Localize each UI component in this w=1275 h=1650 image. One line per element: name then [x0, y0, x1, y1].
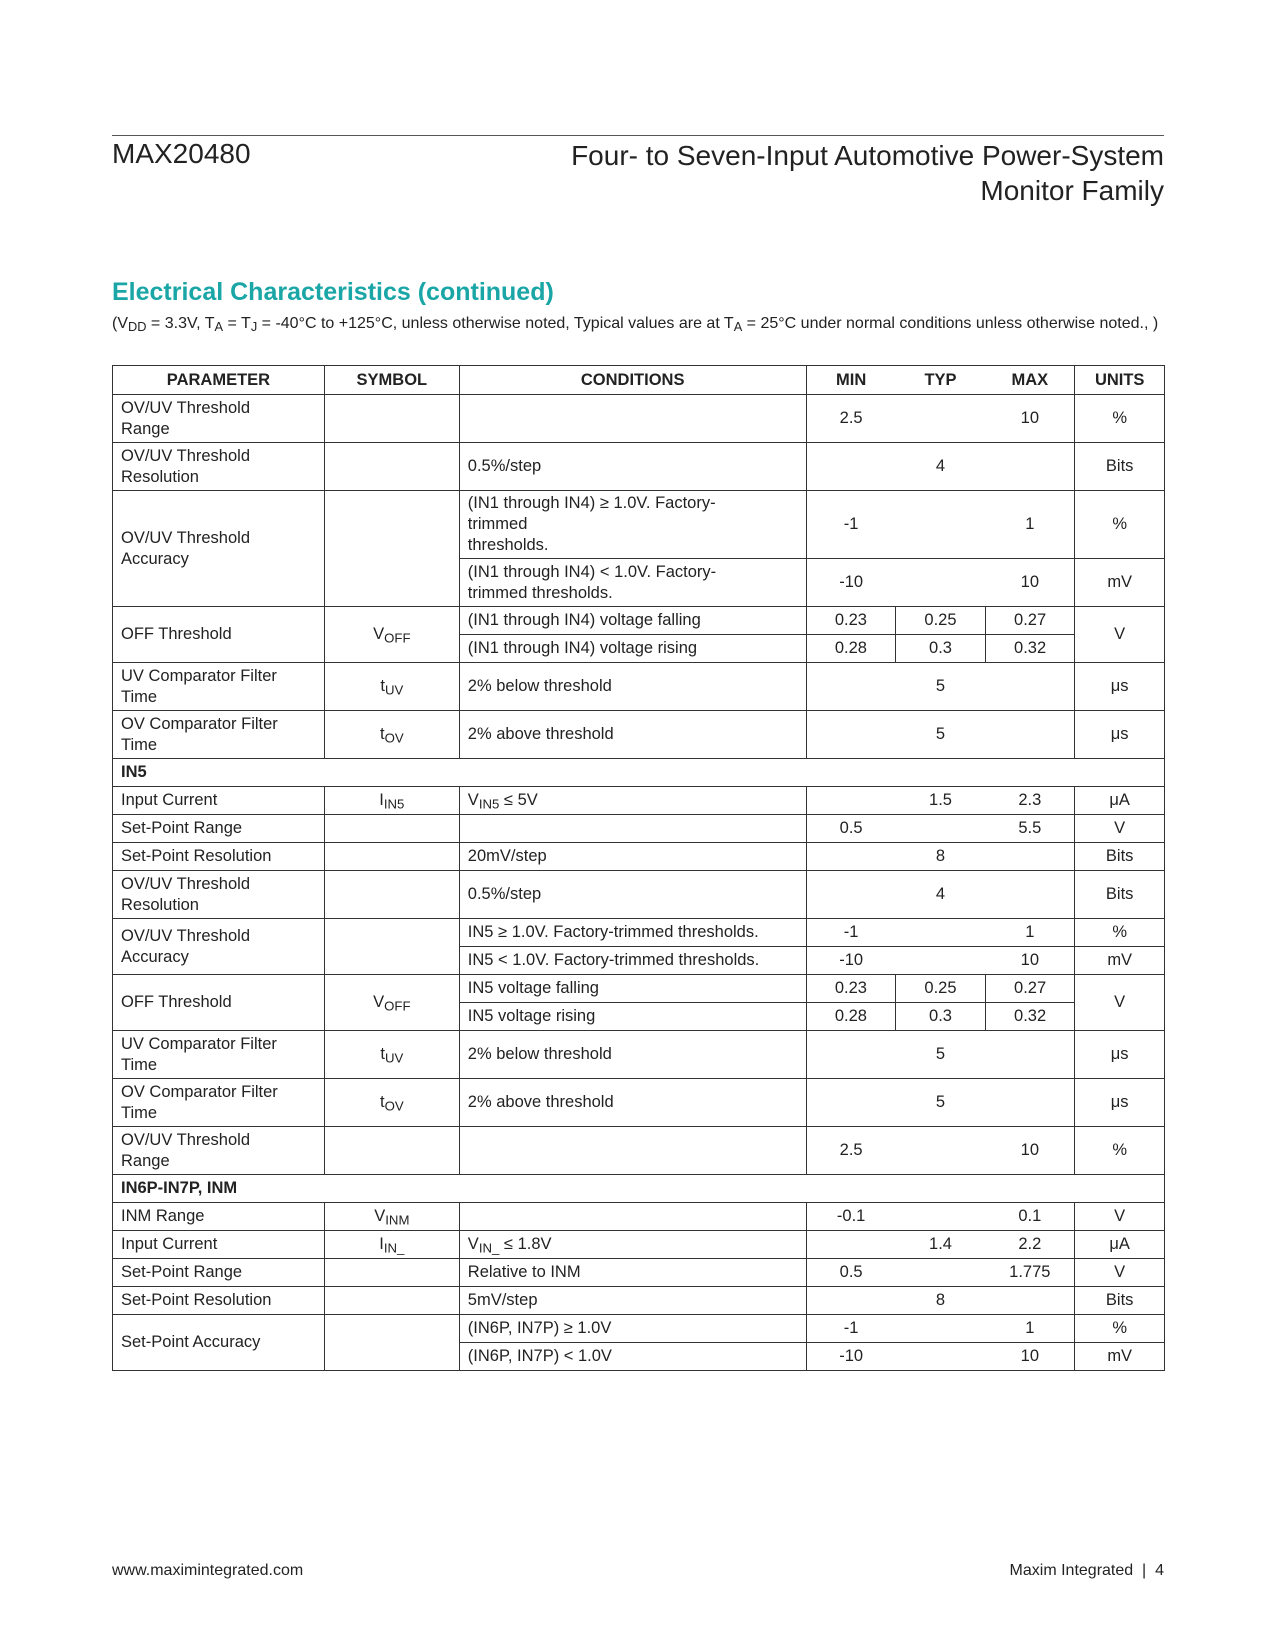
col-header-min: MIN: [806, 366, 896, 395]
max-cell: 10: [985, 395, 1075, 443]
typ-cell: [896, 919, 986, 947]
max-cell: [985, 443, 1075, 491]
conditions-cell: [459, 491, 806, 559]
max-cell: 1: [985, 1315, 1075, 1343]
param-cell: Set-Point Accuracy: [113, 1315, 325, 1371]
conditions-cell: (IN1 through IN4) voltage rising: [459, 635, 806, 663]
cond-sub: IN_: [478, 1240, 500, 1256]
min-cell: 0.28: [806, 1003, 896, 1031]
table-row: [113, 395, 1165, 443]
max-cell: [985, 1031, 1075, 1079]
units-cell: V: [1075, 607, 1165, 663]
max-cell: 0.32: [985, 1003, 1075, 1031]
cond-text: ≤ 1.8V: [499, 1235, 552, 1253]
table-row: [113, 1287, 1165, 1315]
min-cell: 0.5: [806, 1259, 896, 1287]
units-cell: Bits: [1075, 871, 1165, 919]
footer-separator: |: [1142, 1562, 1147, 1579]
table-row: [113, 491, 1165, 559]
typ-cell: [896, 1343, 986, 1371]
col-header-typ: TYP: [896, 366, 986, 395]
min-cell: -10: [806, 1343, 896, 1371]
document-title: [571, 138, 1164, 208]
cond-sub: DD: [128, 319, 147, 335]
units-cell: μA: [1075, 1231, 1165, 1259]
conditions-cell: [459, 395, 806, 443]
symbol-text: V: [373, 993, 385, 1011]
footer-url-link[interactable]: www.maximintegrated.com: [112, 1562, 304, 1579]
conditions-cell: IN5 voltage falling: [459, 975, 806, 1003]
param-line: OV/UV Threshold: [121, 926, 251, 945]
param-cell: [113, 491, 325, 607]
param-line: OV/UV Threshold: [121, 528, 251, 547]
table-row: [113, 1031, 1165, 1079]
typ-cell: 5: [896, 711, 986, 759]
param-line: OV/UV Threshold: [121, 398, 251, 417]
symbol-sub: INM: [385, 1212, 410, 1228]
table-row: [113, 815, 1165, 843]
typ-cell: [896, 1203, 986, 1231]
cond-sub: A: [214, 319, 224, 335]
max-cell: 2.2: [985, 1231, 1075, 1259]
table-row: [113, 919, 1165, 947]
conditions-cell: 20mV/step: [459, 843, 806, 871]
test-conditions: [112, 313, 1164, 334]
param-cell: [113, 1079, 325, 1127]
max-cell: 2.3: [985, 787, 1075, 815]
min-cell: -10: [806, 947, 896, 975]
conditions-cell: [459, 1127, 806, 1175]
param-cell: Input Current: [113, 1231, 325, 1259]
min-cell: 0.28: [806, 635, 896, 663]
param-line: Accuracy: [121, 549, 189, 568]
param-line: UV Comparator Filter: [121, 1034, 277, 1053]
symbol-sub: UV: [384, 1050, 404, 1066]
min-cell: [806, 1079, 896, 1127]
symbol-cell: [324, 711, 459, 759]
conditions-cell: 0.5%/step: [459, 443, 806, 491]
typ-cell: [896, 815, 986, 843]
symbol-sub: UV: [384, 682, 404, 698]
min-cell: 2.5: [806, 395, 896, 443]
table-row: [113, 711, 1165, 759]
header-rule: [112, 135, 1164, 136]
symbol-cell: [324, 607, 459, 663]
part-number: MAX20480: [112, 138, 251, 169]
footer-page-info: [1010, 1562, 1164, 1580]
min-cell: -1: [806, 919, 896, 947]
table-header-row: [113, 366, 1165, 395]
max-cell: 1: [985, 919, 1075, 947]
param-cell: [113, 919, 325, 975]
cond-line: trimmed thresholds.: [467, 583, 613, 602]
units-cell: %: [1075, 491, 1165, 559]
symbol-cell: [324, 815, 459, 843]
param-cell: [113, 443, 325, 491]
col-header-conditions: CONDITIONS: [459, 366, 806, 395]
table-row: [113, 607, 1165, 635]
param-line: Time: [121, 1055, 158, 1074]
min-cell: [806, 443, 896, 491]
cond-sub: A: [733, 319, 743, 335]
typ-cell: 0.25: [896, 975, 986, 1003]
symbol-text: I: [379, 1235, 384, 1253]
conditions-cell: 2% above threshold: [459, 1079, 806, 1127]
param-line: OV/UV Threshold: [121, 874, 251, 893]
cond-text: = T: [223, 315, 251, 332]
symbol-cell: [324, 491, 459, 607]
cond-text: V: [467, 791, 479, 809]
symbol-cell: [324, 1203, 459, 1231]
conditions-cell: (IN6P, IN7P) ≥ 1.0V: [459, 1315, 806, 1343]
document-title-line1: Four- to Seven-Input Automotive Power-System: [571, 140, 1164, 171]
symbol-cell: [324, 663, 459, 711]
typ-cell: 4: [896, 443, 986, 491]
typ-cell: [896, 559, 986, 607]
symbol-text: t: [380, 1045, 385, 1063]
symbol-text: t: [380, 677, 385, 695]
max-cell: 10: [985, 559, 1075, 607]
symbol-cell: [324, 1231, 459, 1259]
table-row: [113, 1127, 1165, 1175]
units-cell: %: [1075, 1315, 1165, 1343]
param-cell: INM Range: [113, 1203, 325, 1231]
conditions-cell: 2% below threshold: [459, 663, 806, 711]
conditions-cell: 2% above threshold: [459, 711, 806, 759]
min-cell: -10: [806, 559, 896, 607]
min-cell: 0.23: [806, 607, 896, 635]
conditions-cell: (IN6P, IN7P) < 1.0V: [459, 1343, 806, 1371]
conditions-cell: IN5 < 1.0V. Factory-trimmed thresholds.: [459, 947, 806, 975]
units-cell: %: [1075, 1127, 1165, 1175]
units-cell: Bits: [1075, 843, 1165, 871]
table-row: [113, 871, 1165, 919]
conditions-cell: [459, 787, 806, 815]
units-cell: mV: [1075, 1343, 1165, 1371]
min-cell: -1: [806, 1315, 896, 1343]
typ-cell: 0.3: [896, 1003, 986, 1031]
max-cell: [985, 843, 1075, 871]
param-cell: Set-Point Resolution: [113, 843, 325, 871]
typ-cell: [896, 1315, 986, 1343]
cond-line: (IN1 through IN4) ≥ 1.0V. Factory-: [467, 494, 716, 512]
table-row: [113, 1079, 1165, 1127]
param-line: Range: [121, 1151, 170, 1170]
units-cell: mV: [1075, 947, 1165, 975]
cond-text: ≤ 5V: [499, 791, 538, 809]
max-cell: [985, 1287, 1075, 1315]
max-cell: 5.5: [985, 815, 1075, 843]
conditions-cell: 2% below threshold: [459, 1031, 806, 1079]
param-cell: OFF Threshold: [113, 975, 325, 1031]
max-cell: 1: [985, 491, 1075, 559]
cond-text: = -40°C to +125°C, unless otherwise noted, Typical values are at T: [257, 315, 734, 332]
param-line: OV Comparator Filter: [121, 1082, 278, 1101]
param-line: Time: [121, 687, 158, 706]
symbol-sub: OFF: [384, 998, 411, 1014]
min-cell: [806, 871, 896, 919]
section-label: IN5: [113, 759, 1165, 787]
symbol-sub: OFF: [384, 630, 411, 646]
conditions-cell: 0.5%/step: [459, 871, 806, 919]
typ-cell: 8: [896, 843, 986, 871]
section-row-in6p-in7p: [113, 1175, 1165, 1203]
cond-line: thresholds.: [467, 536, 549, 554]
param-cell: OFF Threshold: [113, 607, 325, 663]
units-cell: μs: [1075, 663, 1165, 711]
max-cell: 0.27: [985, 975, 1075, 1003]
min-cell: [806, 1231, 896, 1259]
param-line: Accuracy: [121, 947, 189, 966]
param-line: OV/UV Threshold: [121, 1130, 251, 1149]
max-cell: [985, 711, 1075, 759]
param-cell: Set-Point Resolution: [113, 1287, 325, 1315]
typ-cell: 5: [896, 1079, 986, 1127]
param-cell: Input Current: [113, 787, 325, 815]
param-cell: [113, 663, 325, 711]
param-cell: Set-Point Range: [113, 1259, 325, 1287]
typ-cell: 5: [896, 1031, 986, 1079]
symbol-text: V: [373, 625, 385, 643]
param-cell: Set-Point Range: [113, 815, 325, 843]
typ-cell: 0.3: [896, 635, 986, 663]
section-row-in5: [113, 759, 1165, 787]
typ-cell: 8: [896, 1287, 986, 1315]
units-cell: mV: [1075, 559, 1165, 607]
symbol-cell: [324, 843, 459, 871]
conditions-cell: [459, 1231, 806, 1259]
conditions-cell: IN5 ≥ 1.0V. Factory-trimmed thresholds.: [459, 919, 806, 947]
symbol-cell: [324, 1259, 459, 1287]
symbol-cell: [324, 1287, 459, 1315]
units-cell: μs: [1075, 711, 1165, 759]
units-cell: %: [1075, 395, 1165, 443]
cond-line: (IN1 through IN4) < 1.0V. Factory-: [467, 562, 717, 581]
conditions-cell: Relative to INM: [459, 1259, 806, 1287]
max-cell: 0.32: [985, 635, 1075, 663]
max-cell: 10: [985, 1343, 1075, 1371]
conditions-cell: IN5 voltage rising: [459, 1003, 806, 1031]
param-cell: [113, 1031, 325, 1079]
symbol-text: V: [374, 1207, 386, 1225]
section-label: IN6P-IN7P, INM: [113, 1175, 1165, 1203]
section-title: Electrical Characteristics (continued): [112, 278, 554, 306]
max-cell: 10: [985, 947, 1075, 975]
col-header-symbol: SYMBOL: [324, 366, 459, 395]
conditions-cell: [459, 815, 806, 843]
symbol-text: t: [380, 725, 385, 743]
typ-cell: [896, 395, 986, 443]
max-cell: [985, 663, 1075, 711]
conditions-cell: 5mV/step: [459, 1287, 806, 1315]
symbol-cell: [324, 787, 459, 815]
param-cell: [113, 711, 325, 759]
max-cell: 1.775: [985, 1259, 1075, 1287]
min-cell: 2.5: [806, 1127, 896, 1175]
typ-cell: 5: [896, 663, 986, 711]
symbol-text: I: [379, 791, 384, 809]
min-cell: -0.1: [806, 1203, 896, 1231]
symbol-sub: IN5: [383, 796, 405, 812]
min-cell: [806, 663, 896, 711]
typ-cell: [896, 1259, 986, 1287]
symbol-cell: [324, 443, 459, 491]
table-row: [113, 663, 1165, 711]
units-cell: V: [1075, 1259, 1165, 1287]
conditions-cell: (IN1 through IN4) voltage falling: [459, 607, 806, 635]
conditions-cell: [459, 559, 806, 607]
cond-text: V: [467, 1235, 479, 1253]
units-cell: μs: [1075, 1079, 1165, 1127]
typ-cell: 1.5: [896, 787, 986, 815]
units-cell: μs: [1075, 1031, 1165, 1079]
table-row: [113, 1259, 1165, 1287]
typ-cell: [896, 1127, 986, 1175]
table-row: [113, 443, 1165, 491]
typ-cell: 4: [896, 871, 986, 919]
max-cell: [985, 1079, 1075, 1127]
min-cell: -1: [806, 491, 896, 559]
min-cell: [806, 1031, 896, 1079]
symbol-sub: IN_: [383, 1240, 405, 1256]
cond-sub: IN5: [478, 796, 500, 812]
symbol-sub: OV: [384, 730, 404, 746]
units-cell: %: [1075, 919, 1165, 947]
units-cell: μA: [1075, 787, 1165, 815]
min-cell: [806, 711, 896, 759]
table-row: [113, 1203, 1165, 1231]
footer-company: Maxim Integrated: [1009, 1562, 1134, 1579]
min-cell: [806, 787, 896, 815]
param-line: Resolution: [121, 467, 199, 486]
max-cell: 0.27: [985, 607, 1075, 635]
min-cell: [806, 1287, 896, 1315]
symbol-cell: [324, 1315, 459, 1371]
param-line: Time: [121, 1103, 158, 1122]
param-line: UV Comparator Filter: [121, 666, 277, 685]
param-line: Range: [121, 419, 170, 438]
cond-line: trimmed: [467, 515, 528, 533]
cond-text: = 3.3V, T: [146, 315, 215, 332]
conditions-cell: [459, 1203, 806, 1231]
footer-page-number: 4: [1155, 1562, 1164, 1579]
param-cell: [113, 871, 325, 919]
col-header-units: UNITS: [1075, 366, 1165, 395]
table-row: [113, 843, 1165, 871]
param-line: Time: [121, 735, 158, 754]
table-row: [113, 975, 1165, 1003]
symbol-sub: OV: [384, 1098, 404, 1114]
units-cell: V: [1075, 1203, 1165, 1231]
col-header-max: MAX: [985, 366, 1075, 395]
symbol-cell: [324, 395, 459, 443]
typ-cell: 0.25: [896, 607, 986, 635]
param-line: Resolution: [121, 895, 199, 914]
min-cell: 0.23: [806, 975, 896, 1003]
max-cell: [985, 871, 1075, 919]
typ-cell: [896, 947, 986, 975]
max-cell: 0.1: [985, 1203, 1075, 1231]
param-cell: [113, 1127, 325, 1175]
units-cell: Bits: [1075, 443, 1165, 491]
symbol-cell: [324, 871, 459, 919]
typ-cell: 1.4: [896, 1231, 986, 1259]
param-cell: [113, 395, 325, 443]
table-row: [113, 1231, 1165, 1259]
symbol-text: t: [380, 1093, 385, 1111]
units-cell: V: [1075, 975, 1165, 1031]
col-header-parameter: PARAMETER: [113, 366, 325, 395]
typ-cell: [896, 491, 986, 559]
document-title-line2: Monitor Family: [980, 175, 1164, 206]
param-line: OV/UV Threshold: [121, 446, 251, 465]
cond-text: (V: [112, 315, 128, 332]
units-cell: Bits: [1075, 1287, 1165, 1315]
symbol-cell: [324, 975, 459, 1031]
table-row: [113, 787, 1165, 815]
symbol-cell: [324, 1079, 459, 1127]
param-line: OV Comparator Filter: [121, 714, 278, 733]
min-cell: 0.5: [806, 815, 896, 843]
units-cell: V: [1075, 815, 1165, 843]
electrical-characteristics-table: [112, 365, 1165, 1371]
symbol-cell: [324, 919, 459, 975]
table-row: [113, 1315, 1165, 1343]
symbol-cell: [324, 1031, 459, 1079]
max-cell: 10: [985, 1127, 1075, 1175]
symbol-cell: [324, 1127, 459, 1175]
min-cell: [806, 843, 896, 871]
cond-text: = 25°C under normal conditions unless otherwise noted., ): [742, 315, 1159, 332]
cond-sub: J: [250, 319, 258, 335]
